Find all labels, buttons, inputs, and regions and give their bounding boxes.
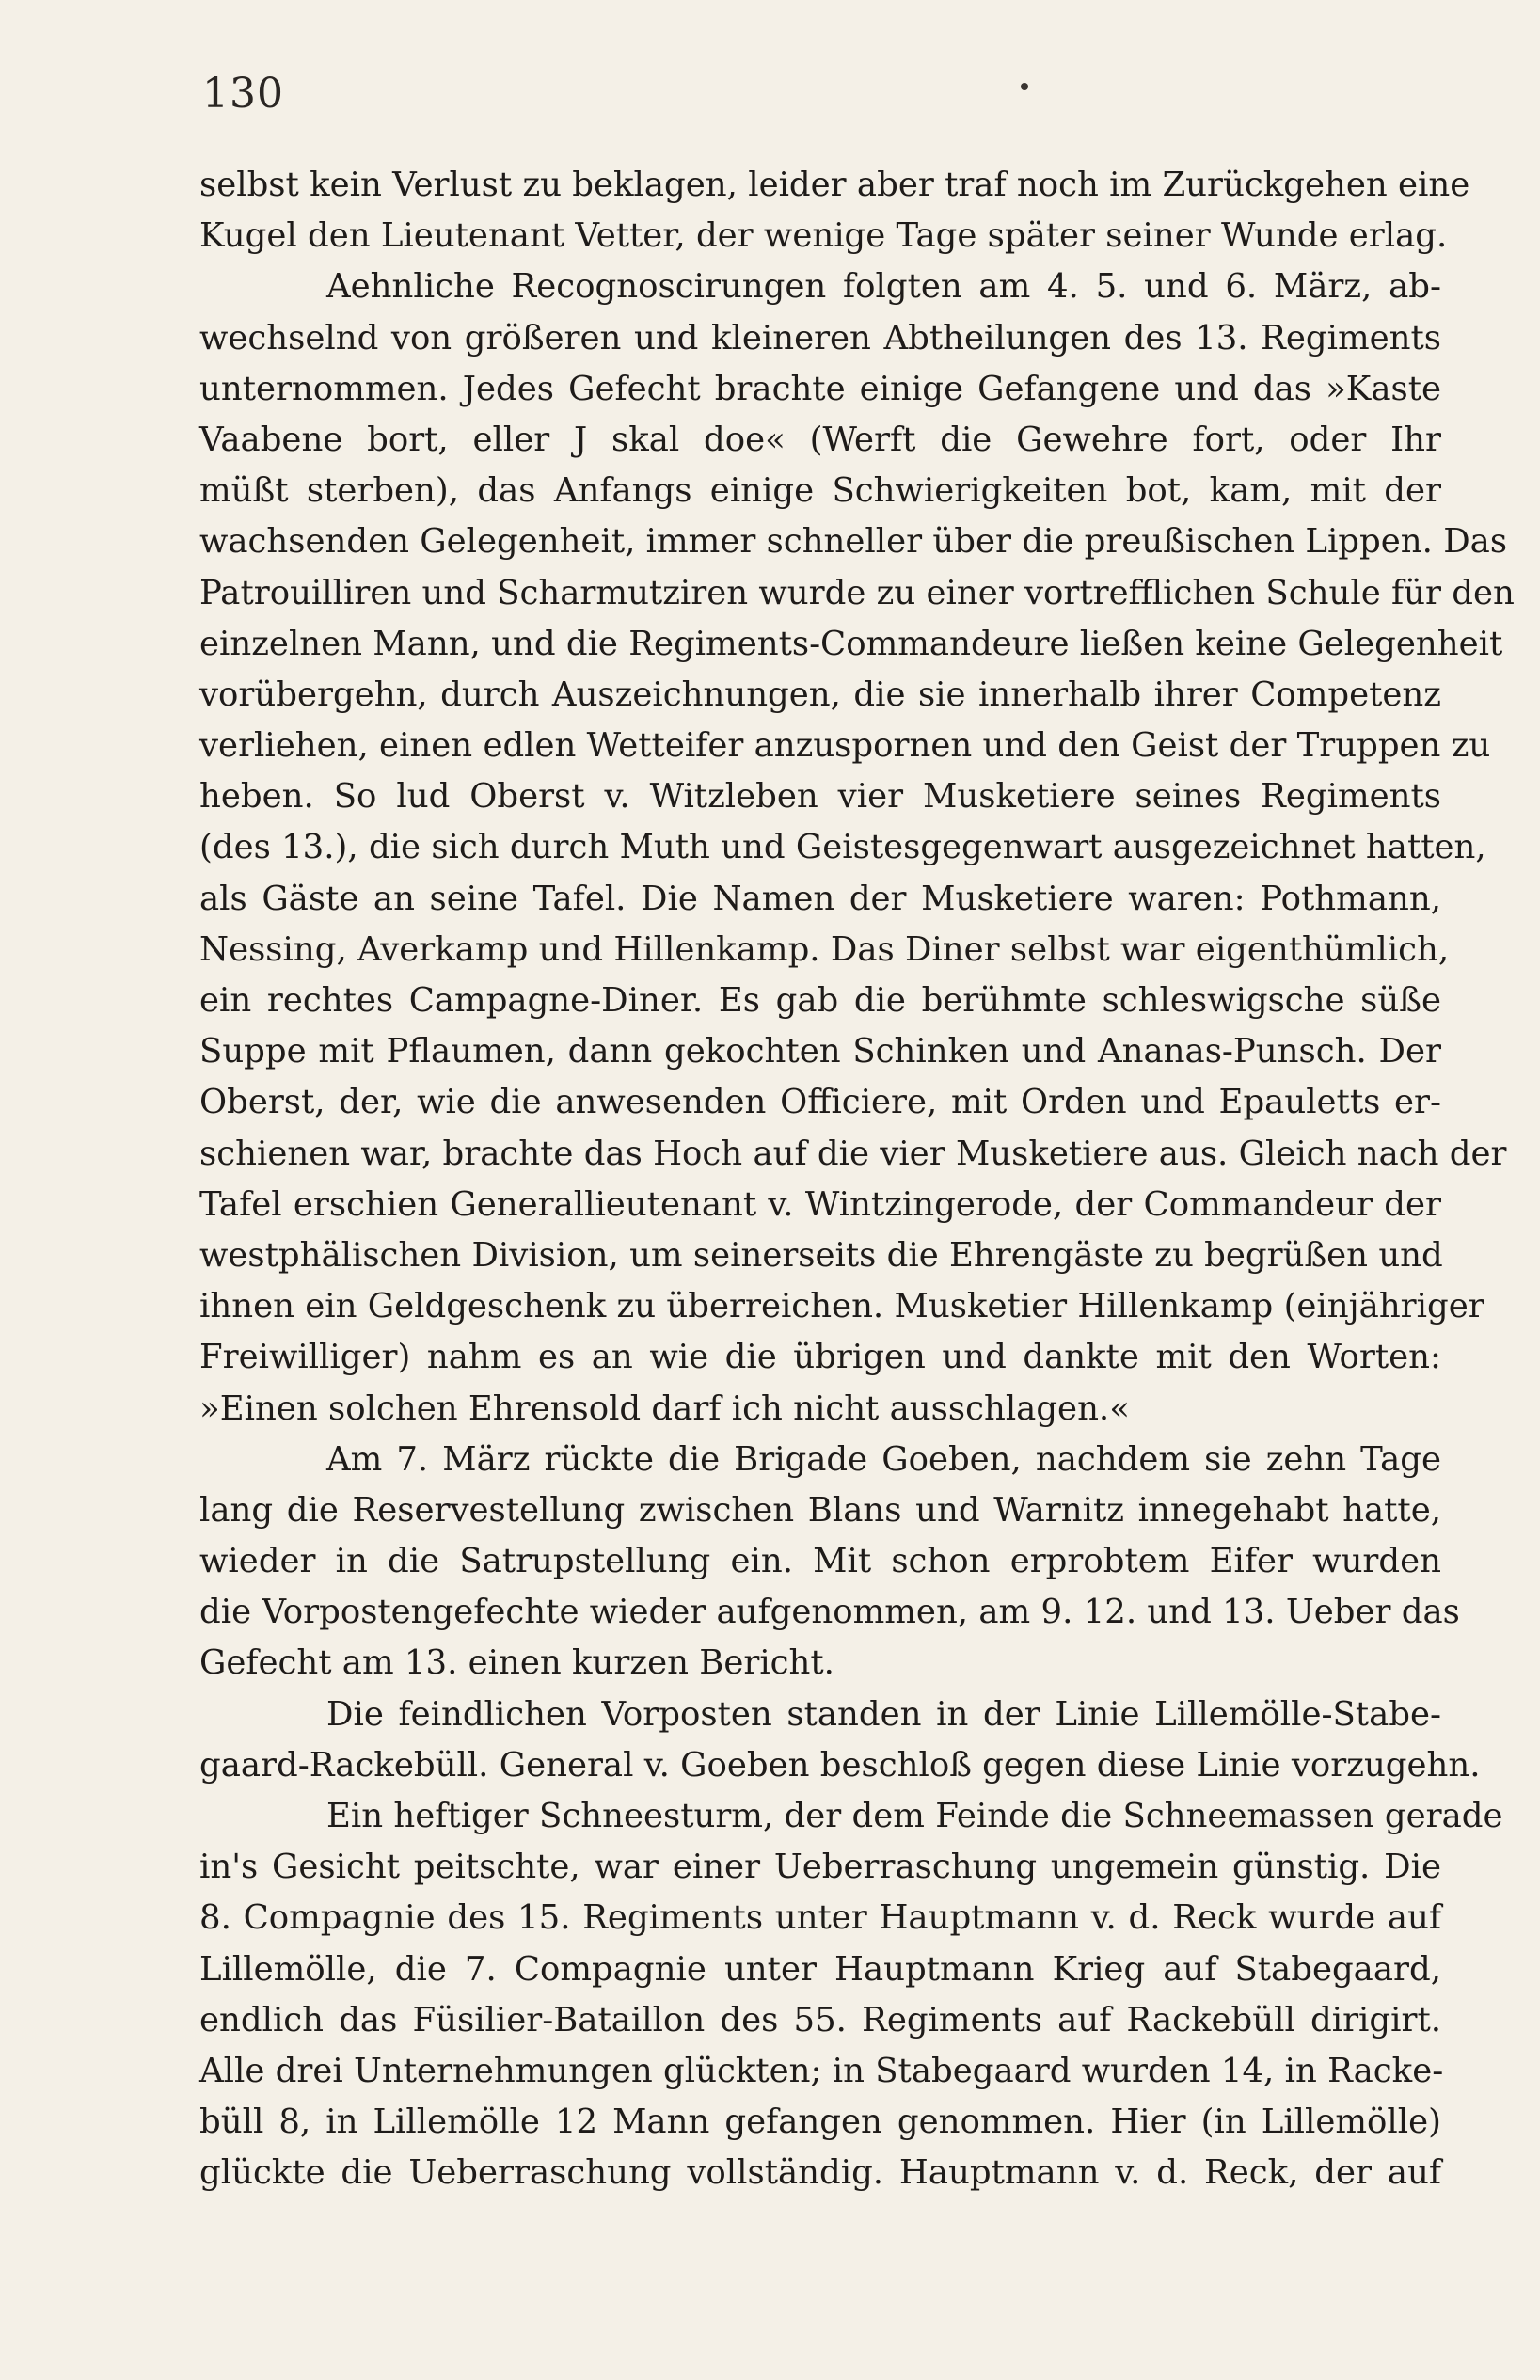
text-line: lang die Reservestellung zwischen Blans und Warnitz innegehabt hatte,	[199, 1490, 1441, 1530]
text-line: Suppe mit Pflaumen, dann gekochten Schinken und Ananas-Punsch. Der	[199, 1032, 1441, 1071]
ink-dot	[1021, 83, 1028, 90]
text-line: wieder in die Satrupstellung ein. Mit schon erprobtem Eifer wurden	[199, 1542, 1441, 1581]
text-line: Patrouilliren und Scharmutziren wurde zu einer vortrefflichen Schule für den	[199, 573, 1515, 612]
text-line: Kugel den Lieutenant Vetter, der wenige Tage später seiner Wunde erlag.	[199, 216, 1448, 256]
text-line: ihnen ein Geldgeschenk zu überreichen. Musketier Hillenkamp (einjähriger	[199, 1287, 1484, 1326]
text-line: vorübergehn, durch Auszeichnungen, die sie innerhalb ihrer Competenz	[199, 674, 1441, 714]
text-line: Tafel erschien Generallieutenant v. Wintzingerode, der Commandeur der	[199, 1184, 1441, 1224]
text-line: Oberst, der, wie die anwesenden Officiere, mit Orden und Epauletts er-	[199, 1083, 1441, 1122]
body-text	[199, 160, 1515, 2199]
text-line: Aehnliche Recognoscirungen folgten am 4. 5. und 6. März, ab-	[326, 267, 1441, 307]
text-line: die Vorpostengefechte wieder aufgenommen, am 9. 12. und 13. Ueber das	[199, 1593, 1460, 1632]
text-line: selbst kein Verlust zu beklagen, leider aber traf noch im Zurückgehen eine	[199, 166, 1470, 204]
text-line: Vaabene bort, eller J skal doe« (Werft die Gewehre fort, oder Ihr	[199, 420, 1441, 459]
text-line: Nessing, Averkamp und Hillenkamp. Das Diner selbst war eigenthümlich,	[199, 929, 1450, 969]
text-line: Am 7. März rückte die Brigade Goeben, nachdem sie zehn Tage	[326, 1439, 1441, 1479]
text-line: Lillemölle, die 7. Compagnie unter Hauptmann Krieg auf Stabegaard,	[199, 1949, 1441, 1989]
text-line: Gefecht am 13. einen kurzen Bericht.	[199, 1643, 834, 1683]
text-line: als Gäste an seine Tafel. Die Namen der Musketiere waren: Pothmann,	[199, 879, 1441, 918]
text-line: ein rechtes Campagne-Diner. Es gab die berühmte schleswigsche süße	[199, 981, 1441, 1020]
text-line: schienen war, brachte das Hoch auf die vier Musketiere aus. Gleich nach der	[199, 1134, 1507, 1173]
text-line: wachsenden Gelegenheit, immer schneller über die preußischen Lippen. Das	[199, 522, 1508, 562]
text-line: büll 8, in Lillemölle 12 Mann gefangen genommen. Hier (in Lillemölle)	[199, 2102, 1441, 2142]
text-line: glückte die Ueberraschung vollständig. Hauptmann v. d. Reck, der auf	[199, 2153, 1441, 2193]
text-line: in's Gesicht peitschte, war einer Ueberraschung ungemein günstig. Die	[199, 1848, 1441, 1887]
text-line: gaard-Rackebüll. General v. Goeben beschloß gegen diese Linie vorzugehn.	[199, 1745, 1481, 1785]
text-line: »Einen solchen Ehrensold darf ich nicht ausschlagen.«	[199, 1388, 1130, 1428]
text-line: heben. So lud Oberst v. Witzleben vier Musketiere seines Regiments	[199, 777, 1441, 817]
page-number: 130	[202, 70, 284, 118]
text-line: (des 13.), die sich durch Muth und Geistesgegenwart ausgezeichnet hatten,	[199, 828, 1486, 867]
text-line: Die feindlichen Vorposten standen in der Linie Lillemölle-Stabe-	[326, 1694, 1441, 1734]
text-line: Ein heftiger Schneesturm, der dem Feinde die Schneemassen gerade	[326, 1797, 1503, 1835]
text-line: verliehen, einen edlen Wetteifer anzuspornen und den Geist der Truppen zu	[199, 726, 1491, 766]
text-line: müßt sterben), das Anfangs einige Schwierigkeiten bot, kam, mit der	[199, 471, 1441, 511]
text-line: Freiwilliger) nahm es an wie die übrigen und dankte mit den Worten:	[199, 1338, 1441, 1377]
text-line: westphälischen Division, um seinerseits die Ehrengäste zu begrüßen und	[199, 1235, 1443, 1275]
text-line: einzelnen Mann, und die Regiments-Commandeure ließen keine Gelegenheit	[199, 624, 1503, 663]
text-line: endlich das Füsilier-Bataillon des 55. Regiments auf Rackebüll dirigirt.	[199, 2000, 1441, 2039]
text-line: wechselnd von größeren und kleineren Abtheilungen des 13. Regiments	[199, 318, 1441, 357]
text-line: unternommen. Jedes Gefecht brachte einige Gefangene und das »Kaste	[199, 369, 1441, 408]
text-line: Alle drei Unternehmungen glückten; in Stabegaard wurden 14, in Racke-	[199, 2051, 1444, 2090]
text-line: 8. Compagnie des 15. Regiments unter Hauptmann v. d. Reck wurde auf	[199, 1898, 1441, 1938]
